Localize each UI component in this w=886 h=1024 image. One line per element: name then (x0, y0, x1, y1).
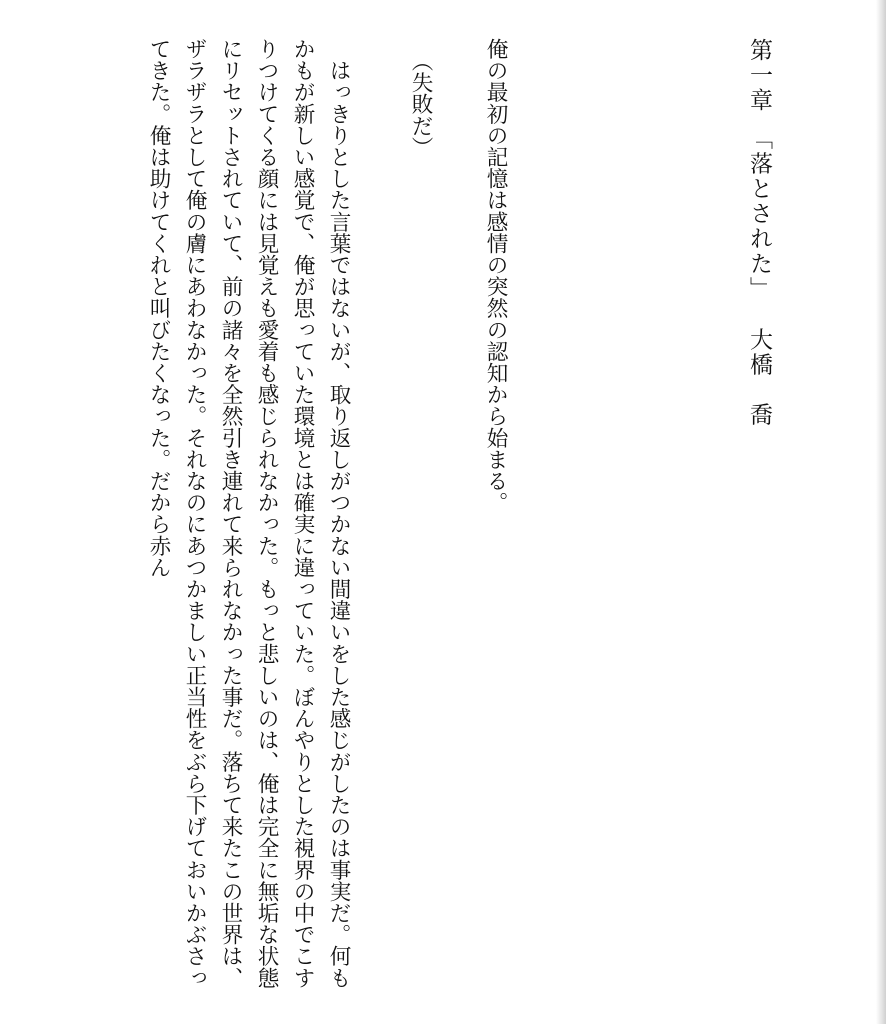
inner-thought: （失敗だ） (408, 50, 433, 158)
page-edge-shadow (876, 0, 886, 1024)
author-name: 大橋 喬 (746, 327, 772, 428)
chapter-heading (740, 38, 778, 428)
intro-line: 俺の最初の記憶は感情の突然の認知から始まる。 (483, 38, 508, 514)
body-paragraph: はっきりとした言葉ではないが、取り返しがつかない間違いをした感じがしたのは事実だ。何もかもが新しい感覚で、俺が思っていた環境とは確実に違っていた。ぼんやりとした視界の中でこすりつけてくる顔には見覚えも愛着も感じられなかった。もっと悲しいのは、俺は完全に無垢な状態にリセットされていて、前の諸々を全然引き連れて来られなかった事だ。落ちて来たこの世界は、ザラザラとして俺の膚にあわなかった。それなのにあつかましい正当性をぶら下げておいかぶさってきた。俺は助けてくれと叫びたくなった。だから赤ん (146, 38, 351, 989)
chapter-title: 第一章 「落とされた」 (746, 38, 772, 302)
